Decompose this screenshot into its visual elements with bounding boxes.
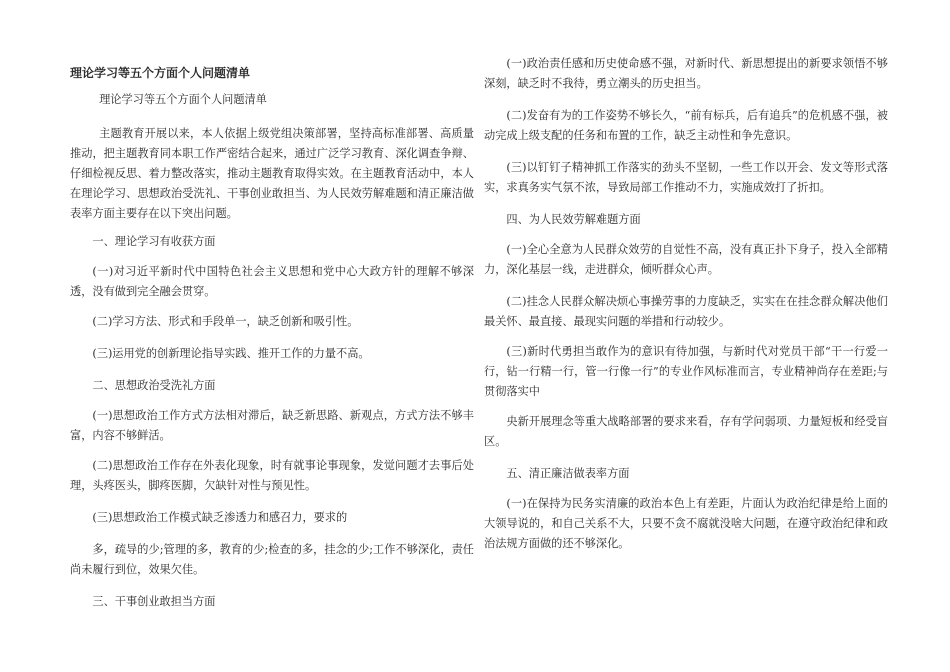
paragraph-3-2: (二)发奋有为的工作姿势不够长久，“前有标兵，后有追兵”的危机感不强，被动完成上级支配的任务和布置的工作，缺乏主动性和争先意识。 [484, 109, 888, 142]
paragraph-2-1: (一)思想政治工作方式方法相对滞后，缺乏新思路、新观点，方式方法不够丰富，内容不够鲜活。 [70, 409, 474, 442]
document-subtitle: 理论学习等五个方面个人问题清单 [99, 93, 267, 106]
paragraph-5-1: (一)在保持为民务实清廉的政治本色上有差距，片面认为政治纪律是给上面的大领导说的，和自己关系不大，只要不贪不腐就没啥大问题，在遵守政治纪律和政治法规方面做的还不够深化。 [484, 497, 888, 550]
paragraph-2-2: (二)思想政治工作存在外表化现象，时有就事论事现象，发觉问题才去事后处理，头疼医头，脚疼医脚，欠缺针对性与预见性。 [70, 459, 474, 492]
section-heading-2: 二、思想政治受洗礼方面 [92, 379, 216, 392]
paragraph-1-2: (二)学习方法、形式和手段单一，缺乏创新和吸引性。 [92, 315, 359, 328]
document-title: 理论学习等五个方面个人问题清单 [70, 66, 251, 80]
paragraph-4-2: (二)挂念人民群众解决烦心事操劳事的力度缺乏，实实在在挂念群众解决他们最关怀、最直接、最现实问题的举措和行动较少。 [484, 295, 888, 328]
paragraph-2-3: (三)思想政治工作模式缺乏渗透力和感召力，要求的 [92, 511, 348, 524]
section-heading-1: 一、理论学习有收获方面 [92, 235, 216, 248]
paragraph-4-3-continued: 央新开展理念等重大战略部署的要求来看，存有学问弱项、力量短板和经受盲区。 [484, 415, 888, 448]
paragraph-3-1: (一)政治责任感和历史使命感不强，对新时代、新思想提出的新要求领悟不够深刻，缺乏时不我待，勇立潮头的历史担当。 [484, 57, 888, 90]
section-heading-3: 三、干事创业敢担当方面 [92, 595, 216, 608]
paragraph-1-3: (三)运用党的创新理论指导实践、推开工作的力量不高。 [92, 347, 370, 360]
section-heading-5: 五、清正廉洁做表率方面 [506, 467, 630, 480]
paragraph-4-3: (三)新时代勇担当敢作为的意识有待加强，与新时代对党员干部“干一行爱一行，钻一行精一行，管一行像一行”的专业作风标准而言，专业精神尚存在差距;与贯彻落实中 [484, 345, 888, 398]
paragraph-4-1: (一)全心全意为人民群众效劳的自觉性不高，没有真正扑下身子，投入全部精力，深化基层一线，走进群众，倾听群众心声。 [484, 243, 888, 276]
intro-paragraph: 主题教育开展以来，本人依据上级党组决策部署，坚持高标准部署、高质量推动，把主题教育同本职工作严密结合起来，通过广泛学习教育、深化调查争辩、仔细检视反思、着力整改落实，推动主题教育取得实效。在主题教育活动中，本人在理论学习、思想政治受洗礼、干事创业敢担当、为人民效劳解难题和清正廉洁做表率方面主要存在以下突出问题。 [70, 127, 474, 220]
paragraph-2-3-continued: 多，疏导的少;管理的多，教育的少;检查的多，挂念的少;工作不够深化，责任尚未履行到位，效果欠佳。 [70, 543, 474, 576]
paragraph-3-3: (三)以钉钉子精神抓工作落实的劲头不坚韧，一些工作以开会、发文等形式落实，求真务实气氛不浓，导致局部工作推动不力，实施成效打了折扣。 [484, 161, 888, 194]
section-heading-4: 四、为人民效劳解难题方面 [506, 213, 641, 226]
paragraph-1-1: (一)对习近平新时代中国特色社会主义思想和党中心大政方针的理解不够深透，没有做到完全融会贯穿。 [70, 265, 474, 298]
